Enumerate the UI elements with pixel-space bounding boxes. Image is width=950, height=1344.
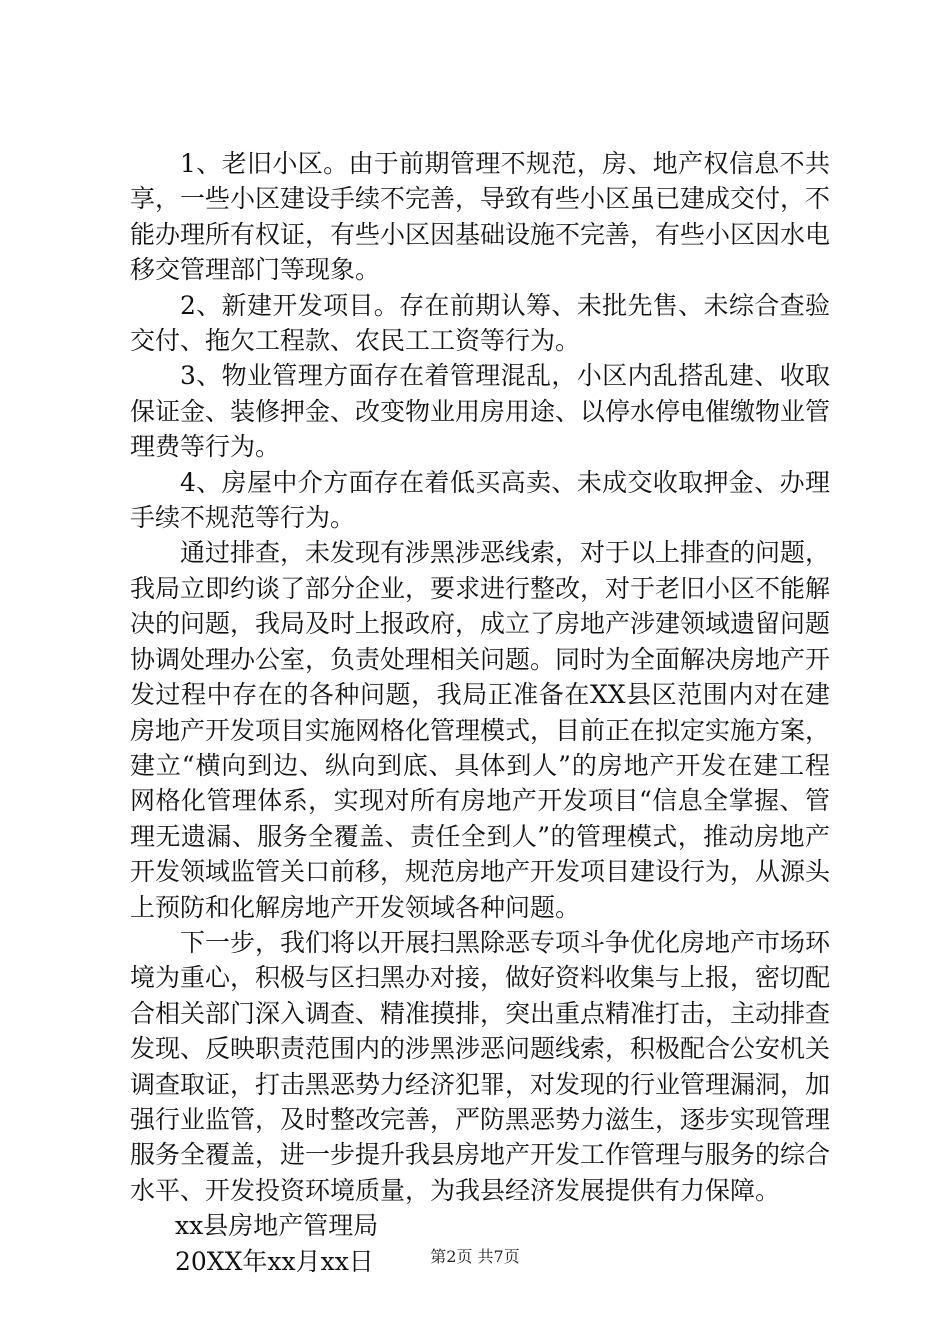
page-number-footer: 第2页 共7页 bbox=[430, 1247, 520, 1266]
paragraph-next-steps: 下一步，我们将以开展扫黑除恶专项斗争优化房地产市场环境为重心，积极与区扫黑办对接，做好资料收集与上报，密切配合相关部门深入调查、精准摸排，突出重点精准打击，主动排查发现、反映职责范围内的涉黑涉恶问题线索，积极配合公安机关调查取证，打击黑恶势力经济犯罪，对发现的行业管理漏洞，加强行业监管，及时整改完善，严防黑恶势力滋生，逐步实现管理服务全覆盖，进一步提升我县房地产开发工作管理与服务的综合水平、开发投资环境质量，为我县经济发展提供有力保障。 bbox=[130, 927, 831, 1205]
paragraph-old-communities: 1、老旧小区。由于前期管理不规范，房、地产权信息不共享，一些小区建设手续不完善，导致有些小区虽已建成交付，不能办理所有权证，有些小区因基础设施不完善，有些小区因水电移交管理部门等现象。 bbox=[130, 149, 831, 285]
paragraph-housing-agency: 4、房屋中介方面存在着低买高卖、未成交收取押金、办理手续不规范等行为。 bbox=[130, 467, 830, 533]
paragraph-new-projects: 2、新建开发项目。存在前期认筹、未批先售、未综合查验交付、拖欠工程款、农民工工资等行为。 bbox=[130, 290, 830, 356]
document-body bbox=[130, 146, 830, 1279]
paragraph-property-management: 3、物业管理方面存在着管理混乱，小区内乱搭乱建、收取保证金、装修押金、改变物业用房用途、以停水停电催缴物业管理费等行为。 bbox=[130, 361, 831, 462]
signature-date: 20XX年xx月xx日 bbox=[175, 1246, 374, 1276]
paragraph-investigation-results: 通过排查，未发现有涉黑涉恶线索，对于以上排查的问题，我局立即约谈了部分企业，要求进行整改，对于老旧小区不能解决的问题，我局及时上报政府，成立了房地产涉建领域遗留问题协调处理办公室，负责处理相关问题。同时为全面解决房地产开发过程中存在的各种问题，我局正准备在XX县区范围内对在建房地产开发项目实施网格化管理模式，目前正在拟定实施方案，建立“横向到边、纵向到底、具体到人”的房地产开发在建工程网格化管理体系，实现对所有房地产开发项目“信息全掌握、管理无遗漏、服务全覆盖、责任全到人”的管理模式，推动房地产开发领域监管关口前移，规范房地产开发项目建设行为，从源头上预防和化解房地产开发领域各种问题。 bbox=[130, 538, 831, 922]
signature-organization: xx县房地产管理局 bbox=[175, 1211, 379, 1241]
